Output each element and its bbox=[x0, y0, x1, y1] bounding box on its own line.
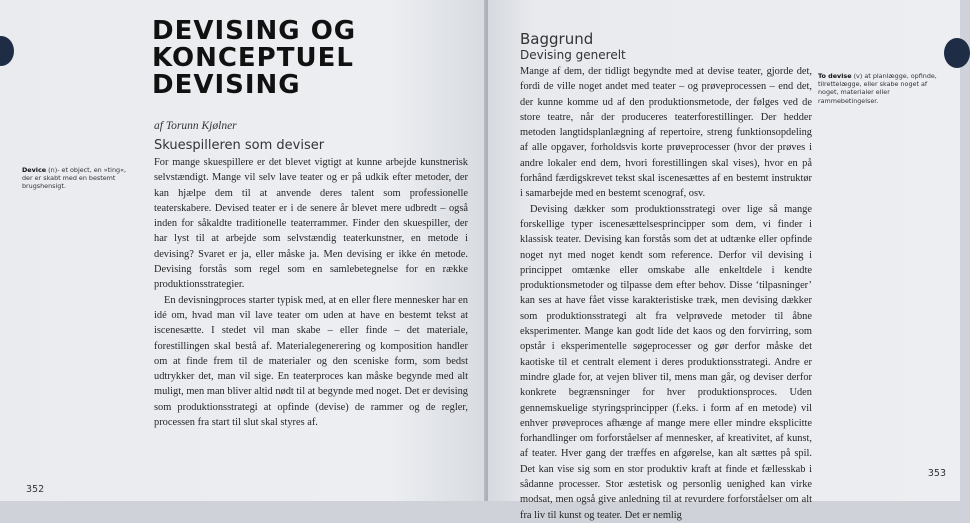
body-text bbox=[520, 64, 812, 523]
chapter-title-line: DEVISING bbox=[152, 70, 301, 100]
glossary-term: Device bbox=[22, 166, 47, 174]
section-heading: Skuespilleren som deviser bbox=[154, 138, 325, 153]
chapter-tab-marker bbox=[0, 36, 14, 66]
author-byline: af Torunn Kjølner bbox=[154, 120, 237, 132]
chapter-title-line: DEVISING OG bbox=[152, 16, 357, 46]
page-number: 353 bbox=[927, 468, 946, 479]
chapter-title-line: KONCEPTUEL bbox=[152, 43, 354, 73]
section-heading: Baggrund bbox=[520, 30, 594, 48]
chapter-title bbox=[152, 18, 356, 99]
glossary-definition: (v) at planlægge, opfinde, tilrettelægge, eller skabe noget af noget, materialer eller rammebetingelser. bbox=[818, 72, 937, 105]
paragraph: For mange skuespillere er det blevet vigtigt at kunne arbejde kunstnerisk selvstændigt. Mange vil selv lave teater og er på udkik efter metoder, der kan hjælpe dem til at anvende deres talent som professionelle teaterskabere. Devised teater er i de senere år blevet mere udbredt – også inden for såkaldte traditionelle teaterrammer. Finder den skuespiller, der har lyst til at arbejde som selvstændig teaterkunstner, en metode i devising? Svaret er ja, eller måske ja. Men devising er ikke én metode. Devising forstås som regel som en samlebetegnelse for en række produktionsstrategier. bbox=[154, 157, 468, 291]
paragraph: Devising dækker som produktionsstrategi over lige så mange forskellige typer iscenesættelsesprincipper som dem, vi finder i klassisk teater. Devising kan forstås som det at udtænke eller opfinde noget nyt med noget kendt som reference. Derfor vil devising i princippet omtænke eller omskabe alle enkeltdele i kendte produktionsmetoder og tilpasse dem efter behov. Disse ‘tilpasninger’ kan ses at have fået visse karakteristiske træk, men devising dækker som produktionsstrategi alt fra velprøvede metoder til åbne eksperimenter. Mange kan godt lide det kaos og den forvirring, som opstår i eksperimentelle søgeprocesser og gør derfor måske det kaotiske til et centralt element i deres produktionsstrategi. Andre er mindre glade for, at vejen bliver til, mens man går, og deviser derfor konkrete begrænsninger for hver produktionsproces. Uden gennemskuelige styringsprincipper (f.eks. i form af en metode) vil enhver prøveproces afhænge af mange mere eller mindre eksplicitte forhandlinger om forforståelser af mennesker, af kreativitet, af kunst, af teater. Hver gang der træffes en afgørelse, kan alt sættes på spil. Det kan vise sig som en stor produktiv kraft at finde et fællesskab i sådanne processer. Stor æstetisk og personlig uenighed kan virke modsat, men også give anledning til at revurdere forforståelser om alt fra liv til kunst og teater. Det er nemlig bbox=[520, 203, 812, 521]
margin-note-device bbox=[22, 166, 134, 191]
margin-note-to-devise bbox=[818, 72, 948, 105]
paragraph: Mange af dem, der tidligt begyndte med at devise teater, gjorde det, fordi de ville noget andet med teater – og prøveprocessen – end det, der kunne komme ud af den produktionsmetode, der følges ved de store teatre, når der produceres teaterforestillinger. Der hedder metoden langtidsplanlægning af repertoire, streng funktionsopdeling af alle opgaver, forholdsvis korte prøveprocesser (hvor der prøves i andre lokaler end dem, hvori forestillingen skal vises), hvor en på forhånd færdigskrevet tekst skal iscenesættes af en bestemt instruktør i samarbejde med en bestemt scenograf, osv. bbox=[520, 66, 812, 200]
paragraph: En devisningproces starter typisk med, at en eller flere mennesker har en idé om, hvad man vil lave teater om uden at have en bestemt tekst at iscenesætte. I stedet vil man skabe – eller finde – det materiale, forestillingen skal bestå af. Materialegenerering og komposition handler om at finde frem til de materialer og den sceniske form, som bedst udtrykker det, man vil sige. En teaterproces kan måske begynde med alt muligt, men man bliver altid nødt til at begynde med noget. Det er devising som produktionsstrategi at opfinde (devise) de rammer og de regler, processen fra start til slut skal styres af. bbox=[154, 294, 468, 429]
chapter-tab-marker bbox=[944, 38, 970, 68]
left-page bbox=[0, 0, 486, 501]
page-number: 352 bbox=[26, 484, 45, 495]
right-page bbox=[488, 0, 960, 521]
glossary-definition: (n)- et object, en »ting«, der er skabt med en bestemt brugshensigt. bbox=[22, 166, 127, 191]
subsection-heading: Devising generelt bbox=[520, 48, 626, 62]
glossary-term: To devise bbox=[818, 72, 852, 80]
body-text bbox=[154, 155, 468, 430]
